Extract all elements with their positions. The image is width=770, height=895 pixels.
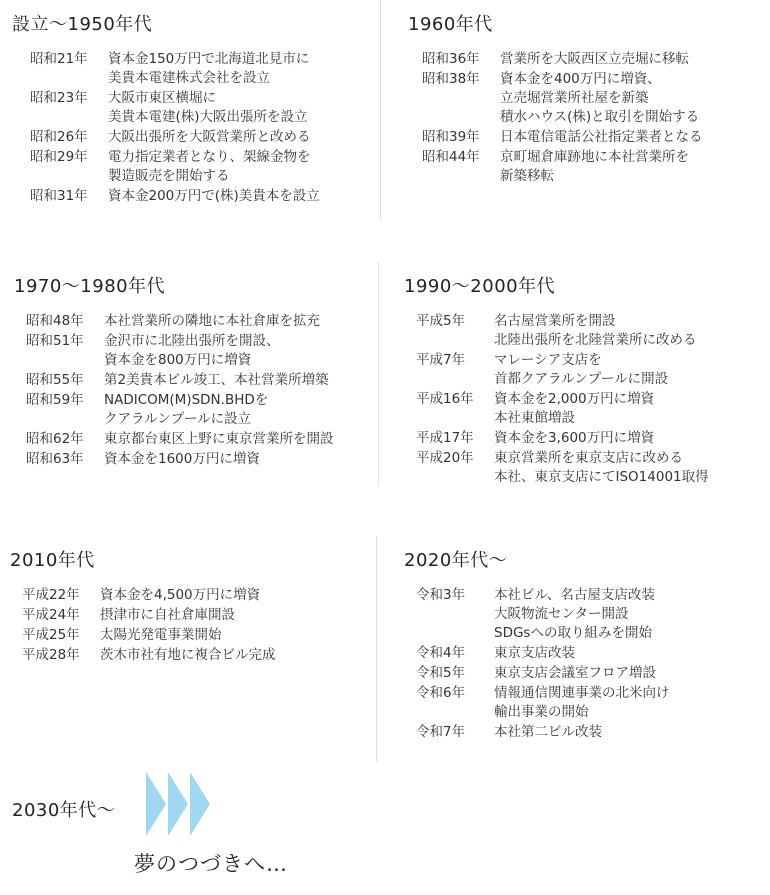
era-entries — [12, 50, 320, 206]
era-1960s — [408, 10, 703, 187]
entry-description-line: クアラルンプールに設立 — [104, 411, 252, 427]
entry-description — [494, 586, 655, 643]
timeline-entry — [416, 390, 709, 428]
era-entries — [404, 586, 670, 742]
era-title: 2010年代 — [10, 550, 95, 571]
chevron-right-icon — [190, 772, 210, 836]
entry-description — [104, 450, 260, 469]
entry-description-line: 美貴本電建(株)大阪出張所を設立 — [108, 109, 308, 125]
entry-year: 昭和26年 — [30, 129, 88, 145]
entry-description-line: 営業所を大阪西区立売堀に移転 — [500, 51, 689, 67]
era-entries — [14, 312, 334, 469]
entry-year: 平成5年 — [416, 313, 466, 329]
era-setup-1950s — [12, 10, 320, 207]
timeline-entry — [422, 148, 703, 186]
entry-description-line: 輸出事業の開始 — [494, 704, 589, 720]
entry-year: 令和6年 — [416, 685, 466, 701]
entry-description — [494, 429, 654, 448]
timeline-entry — [22, 606, 276, 625]
era-1990-2000s — [404, 272, 709, 488]
era-entries — [408, 50, 703, 186]
entry-description-line: 東京支店改装 — [494, 645, 575, 661]
entry-description-line: 東京営業所を東京支店に改める — [494, 450, 683, 466]
entry-description — [104, 312, 320, 331]
timeline-entry — [26, 332, 334, 370]
entry-description-line: 美貴本電建株式会社を設立 — [108, 70, 270, 86]
entry-description — [100, 626, 222, 645]
entry-description-line: 資本金150万円で北海道北見市に — [108, 51, 310, 67]
future-tagline: 夢のつづきへ… — [134, 852, 288, 876]
timeline-entry — [416, 312, 709, 350]
entry-year: 昭和48年 — [26, 313, 84, 329]
entry-year: 平成24年 — [22, 607, 80, 623]
timeline-entry — [26, 391, 334, 429]
entry-year: 昭和39年 — [422, 129, 480, 145]
entry-description — [494, 312, 697, 350]
era-title: 1990〜2000年代 — [404, 276, 556, 297]
timeline-entry — [416, 644, 670, 663]
timeline-entry — [422, 50, 703, 69]
entry-description-line: 電力指定業者となり、架線金物を — [108, 149, 311, 165]
entry-description-line: 資本金を2,000万円に増資 — [494, 391, 655, 407]
era-title: 1970〜1980年代 — [14, 276, 166, 297]
entry-description — [108, 50, 309, 88]
entry-description — [494, 723, 602, 742]
entry-description-line: 大阪出張所を大阪営業所と改める — [108, 129, 311, 145]
entry-description — [100, 646, 276, 665]
entry-description-line: 東京支店会議室フロア増設 — [494, 665, 656, 681]
timeline-entry — [22, 626, 276, 645]
entry-year: 平成16年 — [416, 391, 474, 407]
entry-description-line: 太陽光発電事業開始 — [100, 627, 222, 643]
entry-year: 昭和21年 — [30, 51, 88, 67]
entry-year: 昭和62年 — [26, 431, 84, 447]
entry-description-line: 大阪物流センター開設 — [494, 606, 629, 622]
entry-description-line: 京町堀倉庫跡地に本社営業所を — [500, 149, 689, 165]
entry-description — [500, 148, 689, 186]
entry-description — [494, 664, 656, 683]
entry-year: 平成17年 — [416, 430, 474, 446]
chevron-right-icon — [168, 772, 188, 836]
timeline-entry — [422, 70, 703, 127]
entry-year: 令和7年 — [416, 724, 466, 740]
entry-description-line: 新築移転 — [500, 168, 554, 184]
entry-description-line: 本社、東京支店にてISO14001取得 — [494, 469, 709, 485]
future-title: 2030年代〜 — [12, 800, 116, 821]
entry-year: 昭和36年 — [422, 51, 480, 67]
entry-year: 平成20年 — [416, 450, 474, 466]
entry-description-line: 資本金200万円で(株)美貴本を設立 — [108, 188, 320, 204]
entry-description — [104, 332, 280, 370]
entry-description — [108, 148, 311, 186]
era-entries — [404, 312, 709, 487]
entry-description-line: 名古屋営業所を開設 — [494, 313, 616, 329]
entry-description-line: 第2美貴本ビル竣工、本社営業所増築 — [104, 372, 329, 388]
entry-description-line: 首都クアラルンプールに開設 — [494, 371, 669, 387]
entry-year: 昭和44年 — [422, 149, 480, 165]
timeline-entry — [26, 450, 334, 469]
timeline-entry — [416, 351, 709, 389]
entry-description — [104, 391, 268, 429]
entry-description — [494, 449, 709, 487]
entry-description-line: 大阪市東区横堀に — [108, 90, 216, 106]
entry-year: 平成28年 — [22, 647, 80, 663]
entry-year: 昭和59年 — [26, 392, 84, 408]
entry-description-line: 資本金を800万円に増資 — [104, 352, 252, 368]
entry-description — [100, 606, 235, 625]
divider — [376, 536, 377, 762]
entry-description — [104, 430, 334, 449]
era-2020s — [404, 546, 670, 743]
entry-description — [494, 351, 668, 389]
entry-description — [108, 128, 311, 147]
entry-description-line: 資本金を1600万円に増資 — [104, 451, 260, 467]
timeline-entry — [22, 586, 276, 605]
entry-description-line: 立売堀営業所社屋を新築 — [500, 90, 649, 106]
entry-year: 昭和51年 — [26, 333, 84, 349]
entry-year: 令和4年 — [416, 645, 466, 661]
chevron-right-icon — [146, 772, 166, 836]
arrow-group — [146, 772, 210, 836]
entry-description — [500, 70, 699, 127]
entry-description-line: 製造販売を開始する — [108, 168, 230, 184]
entry-description-line: 情報通信関連事業の北米向け — [494, 685, 670, 701]
timeline-entry — [26, 430, 334, 449]
timeline-entry — [416, 429, 709, 448]
timeline-entry — [22, 646, 276, 665]
timeline-entry — [416, 684, 670, 722]
entry-description-line: 資本金を400万円に増資、 — [500, 71, 661, 87]
entry-description — [494, 644, 575, 663]
timeline-entry — [416, 449, 709, 487]
entry-description-line: 資本金を3,600万円に増資 — [494, 430, 655, 446]
entry-year: 昭和55年 — [26, 372, 84, 388]
entry-description-line: 本社ビル、名古屋支店改装 — [494, 587, 655, 603]
entry-description-line: 積水ハウス(株)と取引を開始する — [500, 109, 700, 125]
timeline-entry — [416, 586, 670, 643]
timeline-entry — [30, 148, 320, 186]
entry-description — [494, 684, 670, 722]
entry-year: 令和3年 — [416, 587, 466, 603]
entry-description-line: 金沢市に北陸出張所を開設、 — [104, 333, 280, 349]
timeline-entry — [30, 187, 320, 206]
entry-description — [500, 128, 703, 147]
timeline-entry — [416, 664, 670, 683]
era-title: 1960年代 — [408, 14, 493, 35]
divider — [380, 0, 381, 220]
entry-year: 昭和29年 — [30, 149, 88, 165]
entry-year: 令和5年 — [416, 665, 466, 681]
entry-year: 平成7年 — [416, 352, 466, 368]
entry-year: 平成25年 — [22, 627, 80, 643]
era-title: 2020年代〜 — [404, 550, 508, 571]
era-entries — [10, 586, 276, 665]
entry-year: 昭和38年 — [422, 71, 480, 87]
entry-description-line: 本社営業所の隣地に本社倉庫を拡充 — [104, 313, 320, 329]
entry-description — [104, 371, 329, 390]
era-1970-1980s — [14, 272, 334, 470]
timeline-entry — [422, 128, 703, 147]
timeline-entry — [30, 89, 320, 127]
entry-year: 昭和23年 — [30, 90, 88, 106]
entry-description-line: 茨木市社有地に複合ビル完成 — [100, 647, 276, 663]
entry-description-line: 北陸出張所を北陸営業所に改める — [494, 332, 697, 348]
era-2010s — [10, 546, 276, 666]
entry-description — [494, 390, 654, 428]
entry-description-line: 本社第二ビル改装 — [494, 724, 602, 740]
entry-description-line: 日本電信電話公社指定業者となる — [500, 129, 703, 145]
divider — [378, 262, 379, 486]
entry-description-line: SDGsへの取り組みを開始 — [494, 625, 652, 641]
timeline-entry — [416, 723, 670, 742]
timeline-entry — [26, 371, 334, 390]
entry-year: 昭和31年 — [30, 188, 88, 204]
timeline-entry — [26, 312, 334, 331]
era-title: 設立〜1950年代 — [12, 14, 153, 35]
timeline-entry — [30, 50, 320, 88]
entry-description-line: NADICOM(M)SDN.BHDを — [104, 392, 269, 408]
timeline-entry — [30, 128, 320, 147]
entry-description — [108, 89, 308, 127]
entry-year: 昭和63年 — [26, 451, 84, 467]
entry-description-line: 摂津市に自社倉庫開設 — [100, 607, 235, 623]
entry-description — [108, 187, 320, 206]
entry-description-line: 本社東館増設 — [494, 410, 575, 426]
entry-year: 平成22年 — [22, 587, 80, 603]
entry-description-line: 資本金を4,500万円に増資 — [100, 587, 261, 603]
entry-description-line: 東京都台東区上野に東京営業所を開設 — [104, 431, 334, 447]
entry-description-line: マレーシア支店を — [494, 352, 602, 368]
entry-description — [500, 50, 689, 69]
entry-description — [100, 586, 260, 605]
